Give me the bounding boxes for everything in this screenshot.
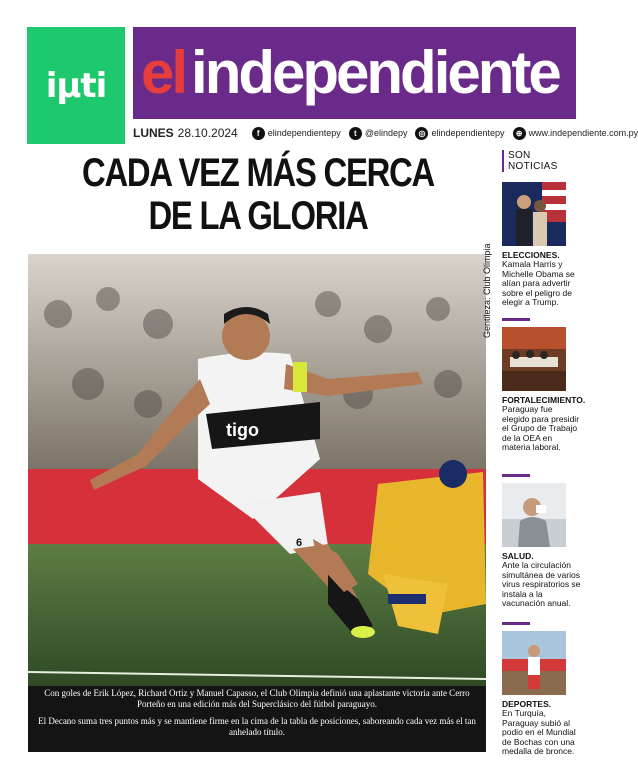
website-link[interactable] xyxy=(513,127,638,140)
facebook-icon: f xyxy=(252,127,265,140)
caption-paragraph-1: Con goles de Erik López, Richard Ortiz y Manuel Capasso, el Club Olimpia definió una aplastante victoria ante Cerro Porteño en una edición más del Superclásico del fútbol paraguayo. xyxy=(44,688,470,709)
instagram-handle: elindependientepy xyxy=(431,128,505,138)
edition-meta-row xyxy=(133,125,638,141)
news-item-salud[interactable] xyxy=(502,474,582,609)
news-category: DEPORTES. xyxy=(502,699,552,709)
news-thumbnail xyxy=(502,631,566,695)
bocce-player-image xyxy=(502,631,566,695)
photo-credit-text: Gentileza: Club Olimpia xyxy=(482,243,492,338)
sponsor-text: tigo xyxy=(226,420,259,440)
section-divider xyxy=(502,622,530,625)
masthead-prefix: el xyxy=(141,39,186,106)
football-player-celebration-image xyxy=(28,254,486,686)
news-thumbnail xyxy=(502,327,566,391)
twitter-handle: @elindepy xyxy=(364,128,408,138)
globe-icon: ⊕ xyxy=(513,127,526,140)
facebook-link[interactable] xyxy=(252,127,341,140)
caption-paragraph-2: El Decano suma tres puntos más y se mantiene firme en la cima de la tabla de posiciones, saboreando cada vez más el tan anhelado título. xyxy=(38,716,476,737)
sick-person-image xyxy=(502,483,566,547)
website-url: www.independiente.com.py xyxy=(528,128,638,138)
photo-caption xyxy=(28,686,486,752)
main-photo xyxy=(28,254,486,686)
twitter-icon: t xyxy=(349,127,362,140)
headline-line-1: CADA VEZ MÁS CERCA xyxy=(81,151,435,195)
instagram-icon: ◎ xyxy=(415,127,428,140)
headline-line-2: DE LA GLORIA xyxy=(148,194,368,238)
masthead-name: independiente xyxy=(191,39,559,106)
brand-logo xyxy=(27,27,125,144)
section-divider xyxy=(502,474,530,477)
photo-credit xyxy=(482,243,502,338)
masthead xyxy=(133,27,576,119)
news-summary: Kamala Harris y Michelle Obama se alían para advertir sobre el peligro de elegir a Trump. xyxy=(502,259,575,307)
news-summary: Ante la circulación simultánea de varios virus respiratorios se instala a la vacunación anual. xyxy=(502,560,581,608)
news-summary: En Turquía, Paraguay subió al podio en el Mundial de Bochas con una medalla de bronce. xyxy=(502,708,576,756)
section-divider xyxy=(502,318,530,321)
news-thumbnail xyxy=(502,483,566,547)
logo-text: iµti xyxy=(45,65,107,106)
instagram-link[interactable] xyxy=(415,127,504,140)
main-headline xyxy=(69,152,446,238)
news-category: FORTALECIMIENTO. xyxy=(502,395,586,405)
conference-room-image xyxy=(502,327,566,391)
news-item-elecciones[interactable] xyxy=(502,182,582,308)
news-thumbnail xyxy=(502,182,566,246)
twitter-link[interactable] xyxy=(349,127,408,140)
news-category: SALUD. xyxy=(502,551,534,561)
shirt-number-text: 6 xyxy=(296,537,303,549)
news-item-deportes[interactable] xyxy=(502,622,582,757)
facebook-handle: elindependientepy xyxy=(267,128,341,138)
news-summary: Paraguay fue elegido para presidir el Grupo de Trabajo de la OEA en materia laboral. xyxy=(502,404,580,452)
sidebar-header xyxy=(502,150,582,182)
politicians-stage-image xyxy=(502,182,566,246)
news-category: ELECCIONES. xyxy=(502,250,560,260)
edition-day: LUNES xyxy=(133,126,174,140)
news-item-fortalecimiento[interactable] xyxy=(502,318,586,453)
edition-date: 28.10.2024 xyxy=(177,126,238,140)
sidebar-title: SON NOTICIAS xyxy=(502,150,582,172)
